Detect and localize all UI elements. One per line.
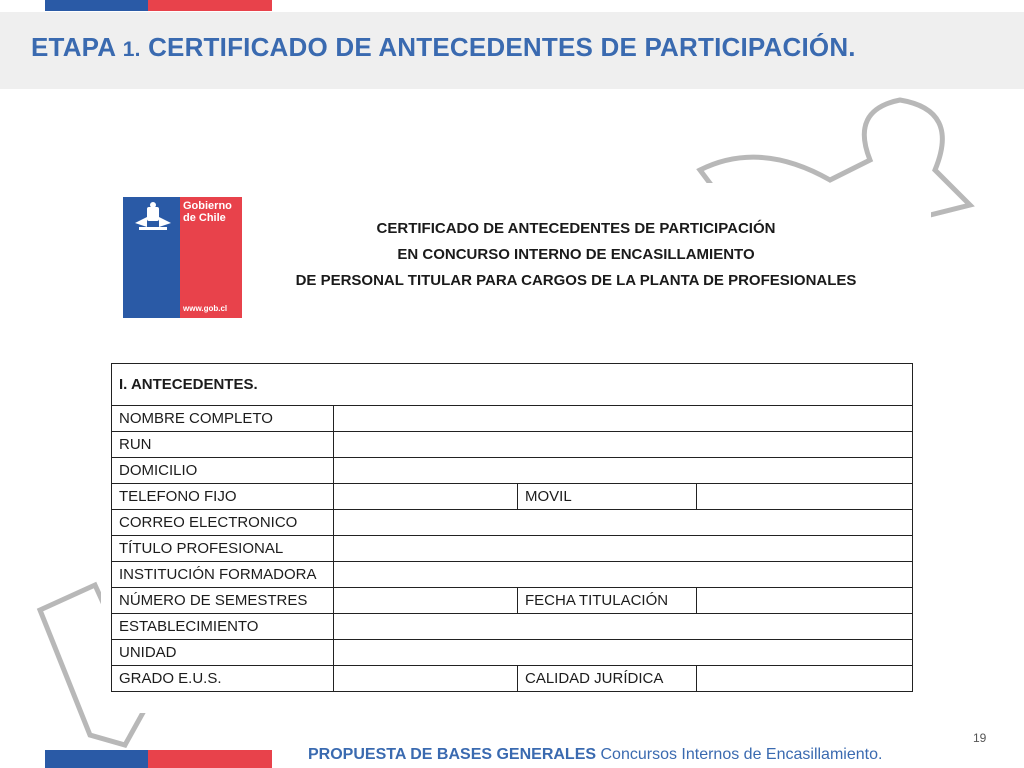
field-value-cell[interactable] [334,510,913,536]
gobierno-de-chile-logo [123,197,242,318]
table-row [112,458,913,484]
table-row [112,588,913,614]
field-value-cell[interactable] [334,458,913,484]
antecedentes-table [111,363,913,692]
document-title-line: CERTIFICADO DE ANTECEDENTES DE PARTICIPACIÓN [376,220,776,237]
logo-line2: de Chile [183,212,226,224]
field-value-cell[interactable] [697,484,913,510]
table-row [112,666,913,692]
field-label: ESTABLECIMIENTO [112,614,334,640]
section-header: I. ANTECEDENTES. [112,364,913,406]
table-row [112,536,913,562]
field-value-cell[interactable] [334,614,913,640]
table-row [112,640,913,666]
field-label: UNIDAD [112,640,334,666]
coat-of-arms-icon [125,199,182,239]
table-row [112,484,913,510]
table-row [112,406,913,432]
field-value-cell[interactable] [334,406,913,432]
footer-text: PROPUESTA DE BASES GENERALES Concursos Internos de Encasillamiento. [308,746,883,763]
field-label: MOVIL [518,484,697,510]
field-value-cell[interactable] [334,536,913,562]
field-label: INSTITUCIÓN FORMADORA [112,562,334,588]
slide-title: ETAPA 1. CERTIFICADO DE ANTECEDENTES DE PARTICIPACIÓN. [31,32,856,62]
document-title-line: DE PERSONAL TITULAR PARA CARGOS DE LA PLANTA DE PROFESIONALES [295,272,857,289]
field-label: NÚMERO DE SEMESTRES [112,588,334,614]
page-number: 19 [973,731,987,745]
field-value-cell[interactable] [697,666,913,692]
field-value-cell[interactable] [334,562,913,588]
field-label: GRADO E.U.S. [112,666,334,692]
table-header-row [112,364,913,406]
field-label: CORREO ELECTRONICO [112,510,334,536]
field-label: FECHA TITULACIÓN [518,588,697,614]
field-label: NOMBRE COMPLETO [112,406,334,432]
field-label: RUN [112,432,334,458]
table-row [112,510,913,536]
field-value-cell[interactable] [334,666,518,692]
table-row [112,614,913,640]
field-value-cell[interactable] [334,640,913,666]
logo-blue-panel [123,197,180,318]
field-label: DOMICILIO [112,458,334,484]
logo-red-panel [180,197,242,318]
field-label: TÍTULO PROFESIONAL [112,536,334,562]
logo-url: www.gob.cl [183,304,228,313]
logo-line1: Gobierno [183,200,232,212]
bottom-flag-red [148,750,272,768]
bottom-flag-blue [45,750,148,768]
table-row [112,562,913,588]
field-value-cell[interactable] [334,588,518,614]
field-value-cell[interactable] [334,484,518,510]
field-value-cell[interactable] [697,588,913,614]
document-title-line: EN CONCURSO INTERNO DE ENCASILLAMIENTO [397,246,755,263]
field-value-cell[interactable] [334,432,913,458]
table-row [112,432,913,458]
field-label: CALIDAD JURÍDICA [518,666,697,692]
document-title [270,216,882,294]
field-label: TELEFONO FIJO [112,484,334,510]
